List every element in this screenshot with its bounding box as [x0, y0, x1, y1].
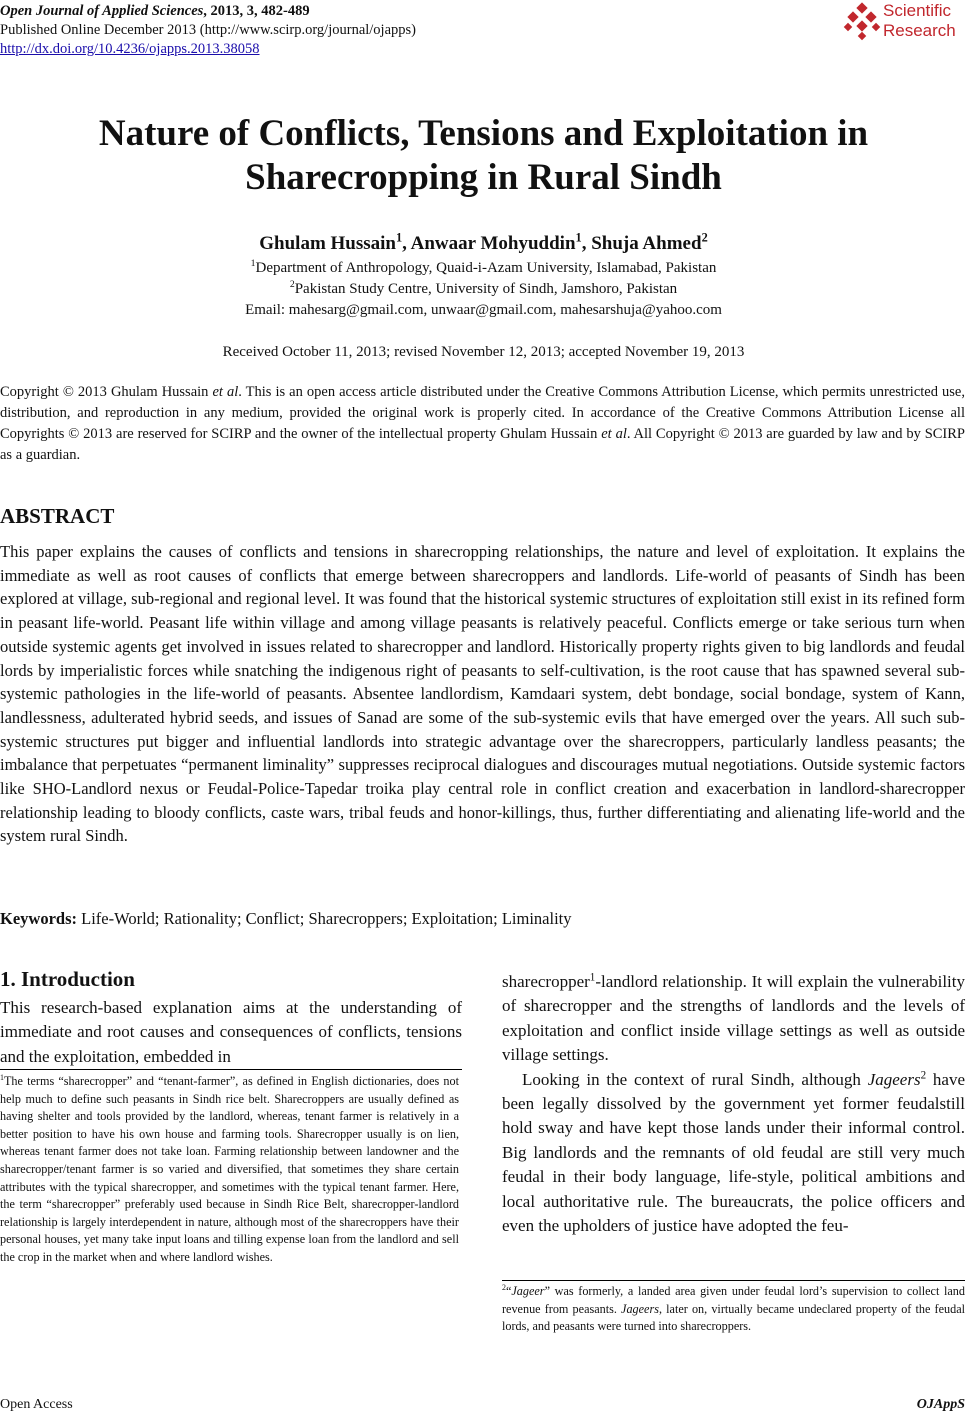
- author-1: Ghulam Hussain: [259, 233, 396, 254]
- footnote-ref: 1: [589, 971, 596, 984]
- author-list: [0, 230, 967, 255]
- para-text: have been legally dissolved by the government yet former feudalstill hold sway and have kept those lands under their informal control. Big landlords and the remnants of old feudal are still very much feudal in their body language, life-style, political ambitions and local authoritative rule. The bureaucrats, the police officers and even the upholders of justice have adopted the feu-: [502, 1069, 965, 1236]
- journal-header: [0, 2, 416, 59]
- affiliation-1: [0, 260, 967, 277]
- title-line1: Nature of Conflicts, Tensions and Exploitation in: [98, 113, 869, 154]
- logo-line2: Research: [883, 21, 956, 40]
- abstract-heading: ABSTRACT: [0, 504, 115, 528]
- logo-line1: Scientific: [883, 1, 952, 20]
- author-3: Shuja Ahmed: [591, 233, 702, 254]
- footer-journal-abbrev: OJAppS: [916, 1397, 965, 1412]
- paper-title: [0, 112, 967, 200]
- abstract-text: This paper explains the causes of conflicts and tensions in sharecropping relationships, the nature and level of exploitation. It explains the immediate as well as root causes of conflicts that emerge between sharecroppers and landlords. Life-world of peasants of Sindh has been explored at village, sub-regional and regional level. It was found that the historical systemic structures of exploitation still exist in its refined form in peasant life-world. Peasant life within village and among village peasants is relatively peaceful. Conflicts emerge or take serious turn when outside systemic agents get involved in issues related to sharecropper and landlord. Historically property rights given to big landlords and feudal lords by imperialistic forces while snatching the indigenous right of peasants to self-cultivation, is the root cause that has spawned several sub-systemic pathologies in the life-world of peasants. Absentee landlordism, Kamdaari system, debt bondage, social bondage, system of Kann, landlessness, adulterated hybrid seeds, and issues of Sanad are some of the sub-systemic evils that have emerged over the years. All such sub-systemic structures put bigger and influential landlords into strategic advantage over the sharecroppers, particularly landless peasants; the imbalance that perpetuates “permanent liminality” suppresses reciprocal dialogues and discourages mutual negotiations. Outside systemic factors like SHO-Landlord nexus or Feudal-Police-Tapedar troika play central role in conflict creation and exacerbation in landlord-sharecropper relationship leading to bloody conflicts, caste wars, tribal feuds and honor-killings, thus, further differentiating and alienating life-world and the system rural Sindh.: [0, 542, 965, 846]
- para-text: sharecropper: [502, 972, 590, 991]
- author-sep: ,: [581, 233, 592, 254]
- footnote-italic: Jageers: [621, 1301, 659, 1316]
- affiliation-text: Pakistan Study Centre, University of Sindh, Jamshoro, Pakistan: [294, 281, 678, 297]
- intro-paragraph: This research-based explanation aims at the understanding of immediate and root causes and consequences of conflicts, tensions and the exploitation, embedded in: [0, 998, 462, 1066]
- footnote-number: 1: [0, 1072, 4, 1082]
- author-2: Anwaar Mohyuddin: [410, 233, 576, 254]
- footnote-text: , later on, virtually became undeclared property of the feudal lords, and peasants were turned into sharecroppers.: [502, 1301, 965, 1334]
- footnote-2: [502, 1283, 965, 1336]
- affiliation-text: Department of Anthropology, Quaid-i-Azam University, Islamabad, Pakistan: [255, 260, 717, 276]
- keywords-text: Life-World; Rationality; Conflict; Sharecroppers; Exploitation; Liminality: [77, 909, 572, 928]
- author-sep: ,: [402, 233, 411, 254]
- copyright-etal: et al: [212, 384, 239, 400]
- para-italic: Jageers: [867, 1069, 921, 1089]
- right-column-text: [502, 970, 965, 1238]
- copyright-text: . This is an open access article distributed under the Creative Commons Attribution License, which permits unrestricted use, distribution, and reproduction in any medium, provided the original work is properly cited. In accordance of the Creative Commons Attribution License all Copyrights © 2013 are reserved for SCIRP and the owner of the intellectual property Ghulam Hussain: [0, 384, 965, 442]
- affiliation-number: 2: [289, 279, 295, 290]
- footnote-text: ” was formerly, a landed area given under feudal lord’s supervision to collect land revenue from peasants.: [502, 1284, 965, 1316]
- logo-mark-icon: [843, 2, 881, 42]
- journal-volume: , 2013, 3, 482-489: [203, 3, 310, 19]
- footnote-number: 2: [502, 1282, 506, 1292]
- affiliation-2: [0, 281, 967, 298]
- journal-citation: [0, 2, 416, 21]
- received-dates: Received October 11, 2013; revised November 12, 2013; accepted November 19, 2013: [222, 344, 745, 360]
- author-3-affil: 2: [701, 230, 708, 245]
- footer-open-access: Open Access: [0, 1397, 73, 1412]
- right-paragraph-1: [502, 970, 965, 1068]
- para-text: -landlord relationship. It will explain the vulnerability of sharecropper and the strengths of landlords and the levels of exploitation and conflict inside village settings as well as outside village settings.: [502, 972, 965, 1065]
- affiliation-number: 1: [250, 258, 256, 269]
- copyright-notice: [0, 382, 965, 466]
- footnote-ref: 2: [920, 1068, 927, 1081]
- email-line: Email: mahesarg@gmail.com, unwaar@gmail.com, mahesarshuja@yahoo.com: [245, 302, 722, 318]
- footnote-1: [0, 1073, 459, 1267]
- keywords-label: Keywords:: [0, 909, 77, 928]
- journal-name: Open Journal of Applied Sciences: [0, 3, 204, 19]
- doi-link[interactable]: http://dx.doi.org/10.4236/ojapps.2013.38058: [0, 41, 260, 57]
- keywords-line: [0, 909, 965, 929]
- para-text: Looking in the context of rural Sindh, although: [522, 1069, 868, 1089]
- footnote-text: “: [505, 1284, 512, 1298]
- section-heading-introduction: 1. Introduction: [0, 967, 135, 991]
- copyright-text: . All Copyright © 2013 are guarded by law and by SCIRP as a guardian.: [0, 426, 965, 463]
- author-1-affil: 1: [396, 230, 403, 245]
- publisher-logo: [843, 0, 965, 44]
- author-2-affil: 1: [575, 230, 582, 245]
- footnote-text: The terms “sharecropper” and “tenant-farmer”, as defined in English dictionaries, does not help much to define such peasants in Sindh rice belt. Sharecroppers are usually defined as having shelter and tools provided by the landlord, whereas, tenant farmer is relatively in a better position to have his own house and farming tools. Sharecropper usually is on lien, whereas tenant farmer does not take loan. Farming relationship between landowner and the sharecropper/tenant farmer is so varied and diversified, that sometimes they share certain attributes with the typical sharecropper, and sometimes with the typical tenant farmer. Here, the term “sharecropper” preferably used because in Sindh Rice Belt, sharecropper-landlord relationship is largely interdependent in nature, although most of the sharecroppers have their personal houses, yet many take input loans and tilling expense loan from the landlord and sell the crop in the market when and where landlord wishes.: [0, 1074, 459, 1264]
- copyright-etal: et al: [601, 426, 627, 442]
- footnote-divider: [0, 1069, 462, 1070]
- footnote-divider: [502, 1280, 965, 1281]
- copyright-text: Copyright © 2013 Ghulam Hussain: [0, 384, 213, 400]
- title-line2: Sharecropping in Rural Sindh: [245, 157, 722, 198]
- footnote-italic: Jageer: [511, 1284, 545, 1298]
- right-paragraph-2: [502, 1068, 965, 1239]
- logo-wordmark: [883, 1, 956, 41]
- published-line: Published Online December 2013 (http://www.scirp.org/journal/ojapps): [0, 22, 416, 38]
